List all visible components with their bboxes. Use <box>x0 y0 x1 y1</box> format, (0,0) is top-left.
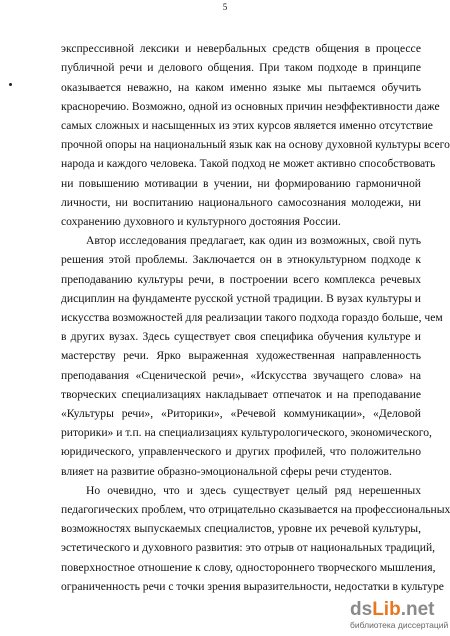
watermark-logo: dsLib.net <box>350 599 435 620</box>
text-line: прочной опоры на национальный язык как на основу духовной культуры всего <box>61 138 450 151</box>
text-line: «Культуры речи», «Риторики», «Речевой коммуникации», «Деловой <box>61 407 421 420</box>
text-line: самых сложных и насыщенных из этих курсов является именно отсутствие <box>61 119 433 132</box>
text-line: дисциплин на фундаменте русской устной традиции. В вузах культуры и <box>61 292 421 305</box>
watermark-subtitle: библиотека диссертаций <box>350 620 449 630</box>
text-line: мастерству речи. Ярко выраженная художественная направленность <box>61 349 421 362</box>
text-line: Но очевидно, что и здесь существует целый ряд нерешенных <box>86 484 421 497</box>
text-line: Автор исследования предлагает, как один из возможных, свой путь <box>86 234 421 247</box>
text-line: творческих специализациях накладывает отпечаток и на преподавание <box>61 388 421 401</box>
text-line: сохранению духовного и культурного достояния России. <box>61 215 341 228</box>
text-line: риторики» и т.п. на специализациях культурологического, экономического, <box>61 426 432 439</box>
text-line: эстетического и духовного развития: это отрыв от национальных традиций, <box>61 541 436 554</box>
text-line: оказывается неважно, на каком именно языке мы пытаемся обучить <box>61 81 421 94</box>
text-line: экспрессивной лексики и невербальных средств общения в процессе <box>61 42 421 55</box>
text-line: ограниченность речи с точки зрения выразительности, недостатки в культуре <box>61 580 444 593</box>
text-line: преподаванию культуры речи, в построении всего комплекса речевых <box>61 273 421 286</box>
text-line: решения этой проблемы. Заключается он в этнокультурном подходе к <box>61 253 421 266</box>
text-line: искусства возможностей для реализации такого подхода гораздо больше, чем <box>61 311 443 324</box>
text-line: преподавания «Сценической речи», «Искусства звучащего слова» на <box>61 369 421 382</box>
text-line: ни повышению мотивации в учении, ни формированию гармоничной <box>61 177 421 190</box>
text-line: в других вузах. Здесь существует своя специфика обучения культуре и <box>61 330 421 343</box>
text-line: педагогических проблем, что отрицательно сказывается на профессиональных <box>61 503 450 516</box>
text-line: народа и каждого человека. Такой подход не может активно способствовать <box>61 157 436 170</box>
text-line: влияет на развитие образно-эмоциональной сферы речи студентов. <box>61 465 392 478</box>
text-line: возможностях выпускаемых специалистов, уровне их речевой культуры, <box>61 522 421 535</box>
page-number: 5 <box>222 2 228 12</box>
text-line: красноречию. Возможно, одной из основных причин неэффективности даже <box>61 100 440 113</box>
text-line: публичной речи и делового общения. При таком подходе в принципе <box>61 61 421 74</box>
text-line: юридического, управленческого и других профилей, что положительно <box>61 445 421 458</box>
text-line: поверхностное отношение к слову, одностороннего творческого мышления, <box>61 561 436 574</box>
text-line: личности, ни воспитанию национального самосознания молодежи, ни <box>61 196 421 209</box>
dslib-watermark <box>348 599 449 632</box>
